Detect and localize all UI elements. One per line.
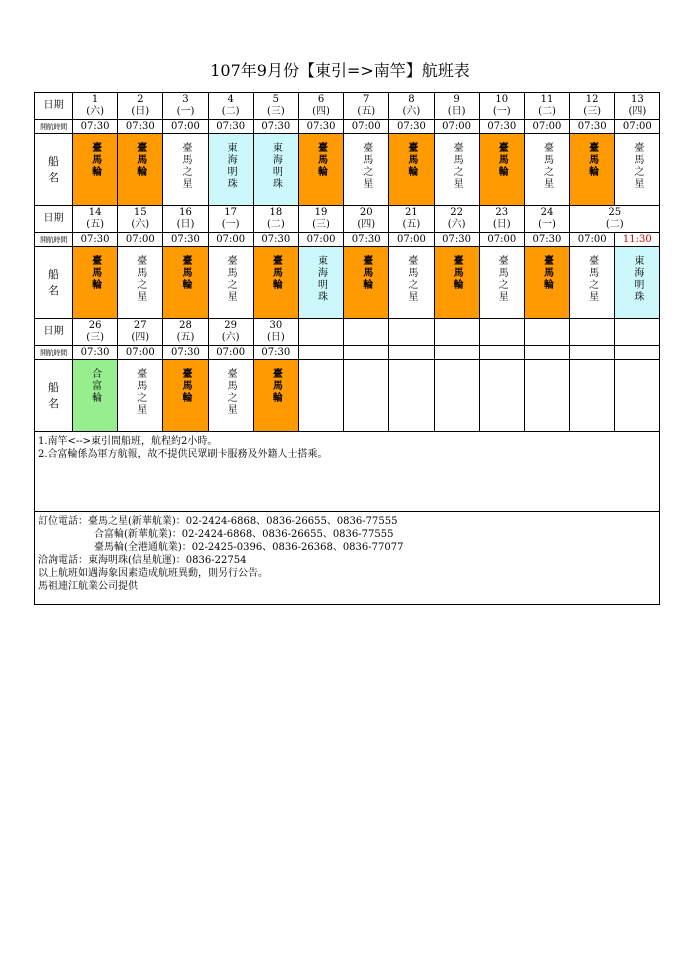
empty-cell <box>615 360 660 432</box>
departure-time: 07:30 <box>389 120 434 134</box>
weekday: (日) <box>176 219 195 230</box>
booking-label: 訂位電話： <box>38 516 88 527</box>
empty-cell <box>344 319 389 346</box>
ship-name: 臺馬輪 <box>179 368 191 404</box>
ship-name: 臺馬輪 <box>541 255 553 291</box>
provider-credit: 馬祖連江航業公司提供 <box>38 581 138 592</box>
time-row <box>35 233 660 247</box>
notes <box>35 432 660 512</box>
day-number: 14 <box>88 207 102 218</box>
day-cell <box>118 319 163 346</box>
day-number: 12 <box>585 94 599 105</box>
contacts <box>35 512 660 605</box>
departure-time: 07:00 <box>434 120 479 134</box>
day-number: 6 <box>317 94 325 105</box>
ship-name: 臺馬之星 <box>405 255 417 303</box>
weekday: (六) <box>447 219 466 230</box>
ship-name: 東海明珠 <box>225 142 237 190</box>
weekday: (日) <box>492 219 511 230</box>
day-cell <box>524 93 569 120</box>
empty-cell <box>434 319 479 346</box>
day-cell <box>298 206 343 233</box>
ship-cell <box>479 134 524 206</box>
departure-time: 07:30 <box>570 120 615 134</box>
ship-cell <box>570 134 615 206</box>
ship-cell <box>208 360 253 432</box>
weekday: (六) <box>402 106 421 117</box>
departure-time: 07:30 <box>73 233 118 247</box>
inquiry-phone <box>38 554 656 567</box>
empty-cell <box>615 319 660 346</box>
day-cell <box>253 93 298 120</box>
ship-name: 臺馬輪 <box>405 142 417 178</box>
day-cell <box>208 319 253 346</box>
empty-cell <box>344 360 389 432</box>
day-cell <box>118 206 163 233</box>
ship-name: 東海明珠 <box>315 255 327 303</box>
day-number: 23 <box>495 207 509 218</box>
ship-cell <box>389 134 434 206</box>
departure-time: 07:30 <box>208 120 253 134</box>
ship-row <box>35 134 660 206</box>
day-number: 10 <box>495 94 509 105</box>
ship-name: 臺馬輪 <box>89 255 101 291</box>
empty-cell <box>389 319 434 346</box>
day-cell <box>524 206 569 233</box>
inquiry-line: 東海明珠(信星航運)：0836-22754 <box>88 555 247 566</box>
inquiry-label: 洽詢電話： <box>38 555 88 566</box>
weekday: (四) <box>131 332 150 343</box>
weekday: (五) <box>86 219 104 230</box>
ship-cell <box>434 134 479 206</box>
departure-time: 07:30 <box>479 120 524 134</box>
date-row <box>35 93 660 120</box>
page-title: 107年9月份【東引=>南竿】航班表 <box>210 61 470 80</box>
departure-time: 07:30 <box>253 120 298 134</box>
day-number: 16 <box>179 207 192 218</box>
ship-name: 臺馬輪 <box>360 255 372 291</box>
empty-cell <box>298 319 343 346</box>
weekday: (六) <box>221 332 240 343</box>
day-cell <box>163 206 208 233</box>
departure-time: 07:00 <box>615 120 660 134</box>
provider <box>38 580 656 593</box>
departure-time: 07:30 <box>163 233 208 247</box>
departure-time: 07:30 <box>253 233 298 247</box>
ship-cell <box>479 247 524 319</box>
ship-name: 臺馬之星 <box>586 255 598 303</box>
day-cell <box>479 206 524 233</box>
departure-time: 07:00 <box>570 233 615 247</box>
ship-name: 臺馬輪 <box>451 255 463 291</box>
empty-cell <box>434 346 479 360</box>
day-number: 30 <box>269 320 283 331</box>
ship-name: 臺馬輪 <box>496 142 508 178</box>
day-number: 18 <box>269 207 283 218</box>
ship-cell <box>298 134 343 206</box>
date-row <box>35 319 660 346</box>
day-cell <box>298 93 343 120</box>
ship-name: 臺馬之星 <box>451 142 463 190</box>
weekday: (日) <box>266 332 285 343</box>
empty-cell <box>570 346 615 360</box>
day-number: 28 <box>179 320 192 331</box>
day-cell <box>389 93 434 120</box>
time-label: 開航時間 <box>35 346 73 360</box>
note-line: 2.合富輪係為軍方航報，故不提供民眾刷卡服務及外籍人士搭乘。 <box>38 449 328 460</box>
schedule-table <box>34 92 660 605</box>
day-number: 19 <box>314 207 328 218</box>
weekday: (二) <box>538 106 556 117</box>
empty-cell <box>479 319 524 346</box>
day-number: 7 <box>363 94 370 105</box>
ship-name: 臺馬之星 <box>225 255 237 303</box>
empty-cell <box>479 360 524 432</box>
departure-time: 11:30 <box>615 233 660 247</box>
booking-line: 臺馬輪(全港通航業)：02-2425-0396、0836-26368、0836-77077 <box>94 542 404 553</box>
day-number: 3 <box>182 94 189 105</box>
empty-cell <box>479 346 524 360</box>
ship-label: 船 名 <box>35 247 73 319</box>
ship-name: 臺馬輪 <box>134 142 146 178</box>
weekday: (日) <box>131 106 150 117</box>
ship-name: 臺馬輪 <box>315 142 327 178</box>
day-cell <box>163 93 208 120</box>
weekday: (六) <box>131 219 150 230</box>
ship-cell <box>208 134 253 206</box>
departure-time: 07:00 <box>389 233 434 247</box>
weekday: (四) <box>357 219 376 230</box>
ship-name: 臺馬之星 <box>179 142 191 190</box>
date-row <box>35 206 660 233</box>
weekday: (一) <box>538 219 556 230</box>
time-label: 開航時間 <box>35 233 73 247</box>
ship-cell <box>344 247 389 319</box>
empty-cell <box>615 346 660 360</box>
day-number: 24 <box>540 207 554 218</box>
day-cell <box>479 93 524 120</box>
ship-name: 臺馬之星 <box>541 142 553 190</box>
weekday: (三) <box>312 219 330 230</box>
day-number: 5 <box>272 94 280 105</box>
ship-name: 臺馬之星 <box>134 255 146 303</box>
weekday: (二) <box>266 219 285 230</box>
booking-line: 合富輪(新華航業)：02-2424-6868、0836-26655、0836-77555 <box>94 529 394 540</box>
weekday: (一) <box>221 219 240 230</box>
departure-time: 07:00 <box>208 346 253 360</box>
ship-name: 臺馬之星 <box>496 255 508 303</box>
day-cell <box>73 93 118 120</box>
ship-name: 東海明珠 <box>631 255 643 303</box>
ship-name: 臺馬之星 <box>134 368 146 416</box>
empty-cell <box>524 360 569 432</box>
day-number: 2 <box>137 94 144 105</box>
weekday: (三) <box>266 106 285 117</box>
day-cell <box>570 93 615 120</box>
day-number: 11 <box>540 94 554 105</box>
ship-name: 臺馬輪 <box>270 368 282 404</box>
empty-cell <box>389 360 434 432</box>
ship-cell <box>253 360 298 432</box>
day-number: 15 <box>133 207 147 218</box>
weekday: (五) <box>357 106 376 117</box>
day-number: 29 <box>224 320 238 331</box>
departure-time: 07:30 <box>524 233 569 247</box>
ship-name: 臺馬輪 <box>270 255 282 291</box>
empty-cell <box>524 346 569 360</box>
date-label: 日期 <box>35 93 73 120</box>
day-cell <box>615 93 660 120</box>
day-cell <box>163 319 208 346</box>
ship-cell <box>163 247 208 319</box>
departure-time: 07:30 <box>434 233 479 247</box>
departure-time: 07:00 <box>163 120 208 134</box>
weekday: (五) <box>402 219 421 230</box>
empty-cell <box>434 360 479 432</box>
day-number: 25 <box>608 207 622 218</box>
ship-cell <box>615 134 660 206</box>
weekday: (一) <box>176 106 195 117</box>
day-cell <box>208 206 253 233</box>
departure-time: 07:00 <box>118 233 163 247</box>
day-cell <box>434 93 479 120</box>
day-cell <box>208 93 253 120</box>
date-label: 日期 <box>35 206 73 233</box>
weekday: (六) <box>86 106 104 117</box>
day-number: 17 <box>224 207 238 218</box>
ship-label: 船 名 <box>35 134 73 206</box>
empty-cell <box>298 346 343 360</box>
departure-time: 07:30 <box>344 233 389 247</box>
ship-cell <box>73 360 118 432</box>
ship-cell <box>118 134 163 206</box>
ship-cell <box>434 247 479 319</box>
departure-time: 07:30 <box>253 346 298 360</box>
day-number: 9 <box>453 94 460 105</box>
time-row <box>35 120 660 134</box>
day-cell <box>253 319 298 346</box>
weekday: (四) <box>628 106 647 117</box>
day-number: 4 <box>227 94 234 105</box>
ship-cell <box>73 134 118 206</box>
ship-cell <box>615 247 660 319</box>
ship-cell <box>389 247 434 319</box>
ship-cell <box>163 134 208 206</box>
ship-cell <box>570 247 615 319</box>
departure-time: 07:00 <box>479 233 524 247</box>
weekday: (日) <box>447 106 466 117</box>
ship-name: 合富輪 <box>89 368 101 404</box>
empty-cell <box>524 319 569 346</box>
booking-phone <box>38 515 656 528</box>
ship-cell <box>524 134 569 206</box>
ship-name: 臺馬之星 <box>360 142 372 190</box>
weekday: (四) <box>312 106 330 117</box>
ship-label: 船 名 <box>35 360 73 432</box>
day-number: 13 <box>630 94 644 105</box>
weather-notice <box>38 567 656 580</box>
note-line: 1.南竿<-->東引間船班，航程約2小時。 <box>38 436 218 447</box>
ship-row <box>35 247 660 319</box>
departure-time: 07:30 <box>298 120 343 134</box>
day-cell <box>570 206 660 233</box>
departure-time: 07:30 <box>73 346 118 360</box>
day-number: 8 <box>408 94 415 105</box>
time-label: 開航時間 <box>35 120 73 134</box>
empty-cell <box>298 360 343 432</box>
date-label: 日期 <box>35 319 73 346</box>
day-cell <box>73 319 118 346</box>
weekday: (二) <box>221 106 240 117</box>
ship-cell <box>73 247 118 319</box>
departure-time: 07:00 <box>208 233 253 247</box>
empty-cell <box>570 360 615 432</box>
weekday: (一) <box>492 106 511 117</box>
weekday: (二) <box>605 219 624 230</box>
day-number: 22 <box>450 207 463 218</box>
day-cell <box>389 206 434 233</box>
departure-time: 07:30 <box>118 120 163 134</box>
booking-phone <box>38 541 656 554</box>
day-cell <box>344 206 389 233</box>
day-cell <box>434 206 479 233</box>
departure-time: 07:00 <box>524 120 569 134</box>
ship-name: 臺馬輪 <box>179 255 191 291</box>
day-cell <box>253 206 298 233</box>
ship-name: 東海明珠 <box>270 142 282 190</box>
booking-line: 臺馬之星(新華航業)：02-2424-6868、0836-26655、0836-77555 <box>88 516 398 527</box>
ship-cell <box>253 247 298 319</box>
weekday: (三) <box>583 106 602 117</box>
ship-cell <box>118 360 163 432</box>
departure-time: 07:30 <box>73 120 118 134</box>
ship-name: 臺馬之星 <box>225 368 237 416</box>
ship-cell <box>524 247 569 319</box>
empty-cell <box>570 319 615 346</box>
departure-time: 07:30 <box>163 346 208 360</box>
ship-cell <box>253 134 298 206</box>
ship-name: 臺馬輪 <box>89 142 101 178</box>
ship-cell <box>163 360 208 432</box>
departure-time: 07:00 <box>118 346 163 360</box>
ship-cell <box>298 247 343 319</box>
day-cell <box>344 93 389 120</box>
ship-name: 臺馬之星 <box>631 142 643 190</box>
time-row <box>35 346 660 360</box>
departure-time: 07:00 <box>344 120 389 134</box>
weekday: (五) <box>176 332 195 343</box>
departure-time: 07:00 <box>298 233 343 247</box>
day-number: 1 <box>91 94 99 105</box>
weather-note: 以上航班如遇海象因素造成航班異動，則另行公告。 <box>38 568 268 579</box>
day-number: 20 <box>359 207 373 218</box>
ship-cell <box>118 247 163 319</box>
ship-cell <box>208 247 253 319</box>
ship-name: 臺馬輪 <box>586 142 598 178</box>
ship-cell <box>344 134 389 206</box>
empty-cell <box>344 346 389 360</box>
day-number: 21 <box>405 207 418 218</box>
day-cell <box>73 206 118 233</box>
ship-row <box>35 360 660 432</box>
day-cell <box>118 93 163 120</box>
day-number: 27 <box>133 320 147 331</box>
booking-phone <box>38 528 656 541</box>
empty-cell <box>389 346 434 360</box>
day-number: 26 <box>88 320 102 331</box>
weekday: (三) <box>86 332 104 343</box>
